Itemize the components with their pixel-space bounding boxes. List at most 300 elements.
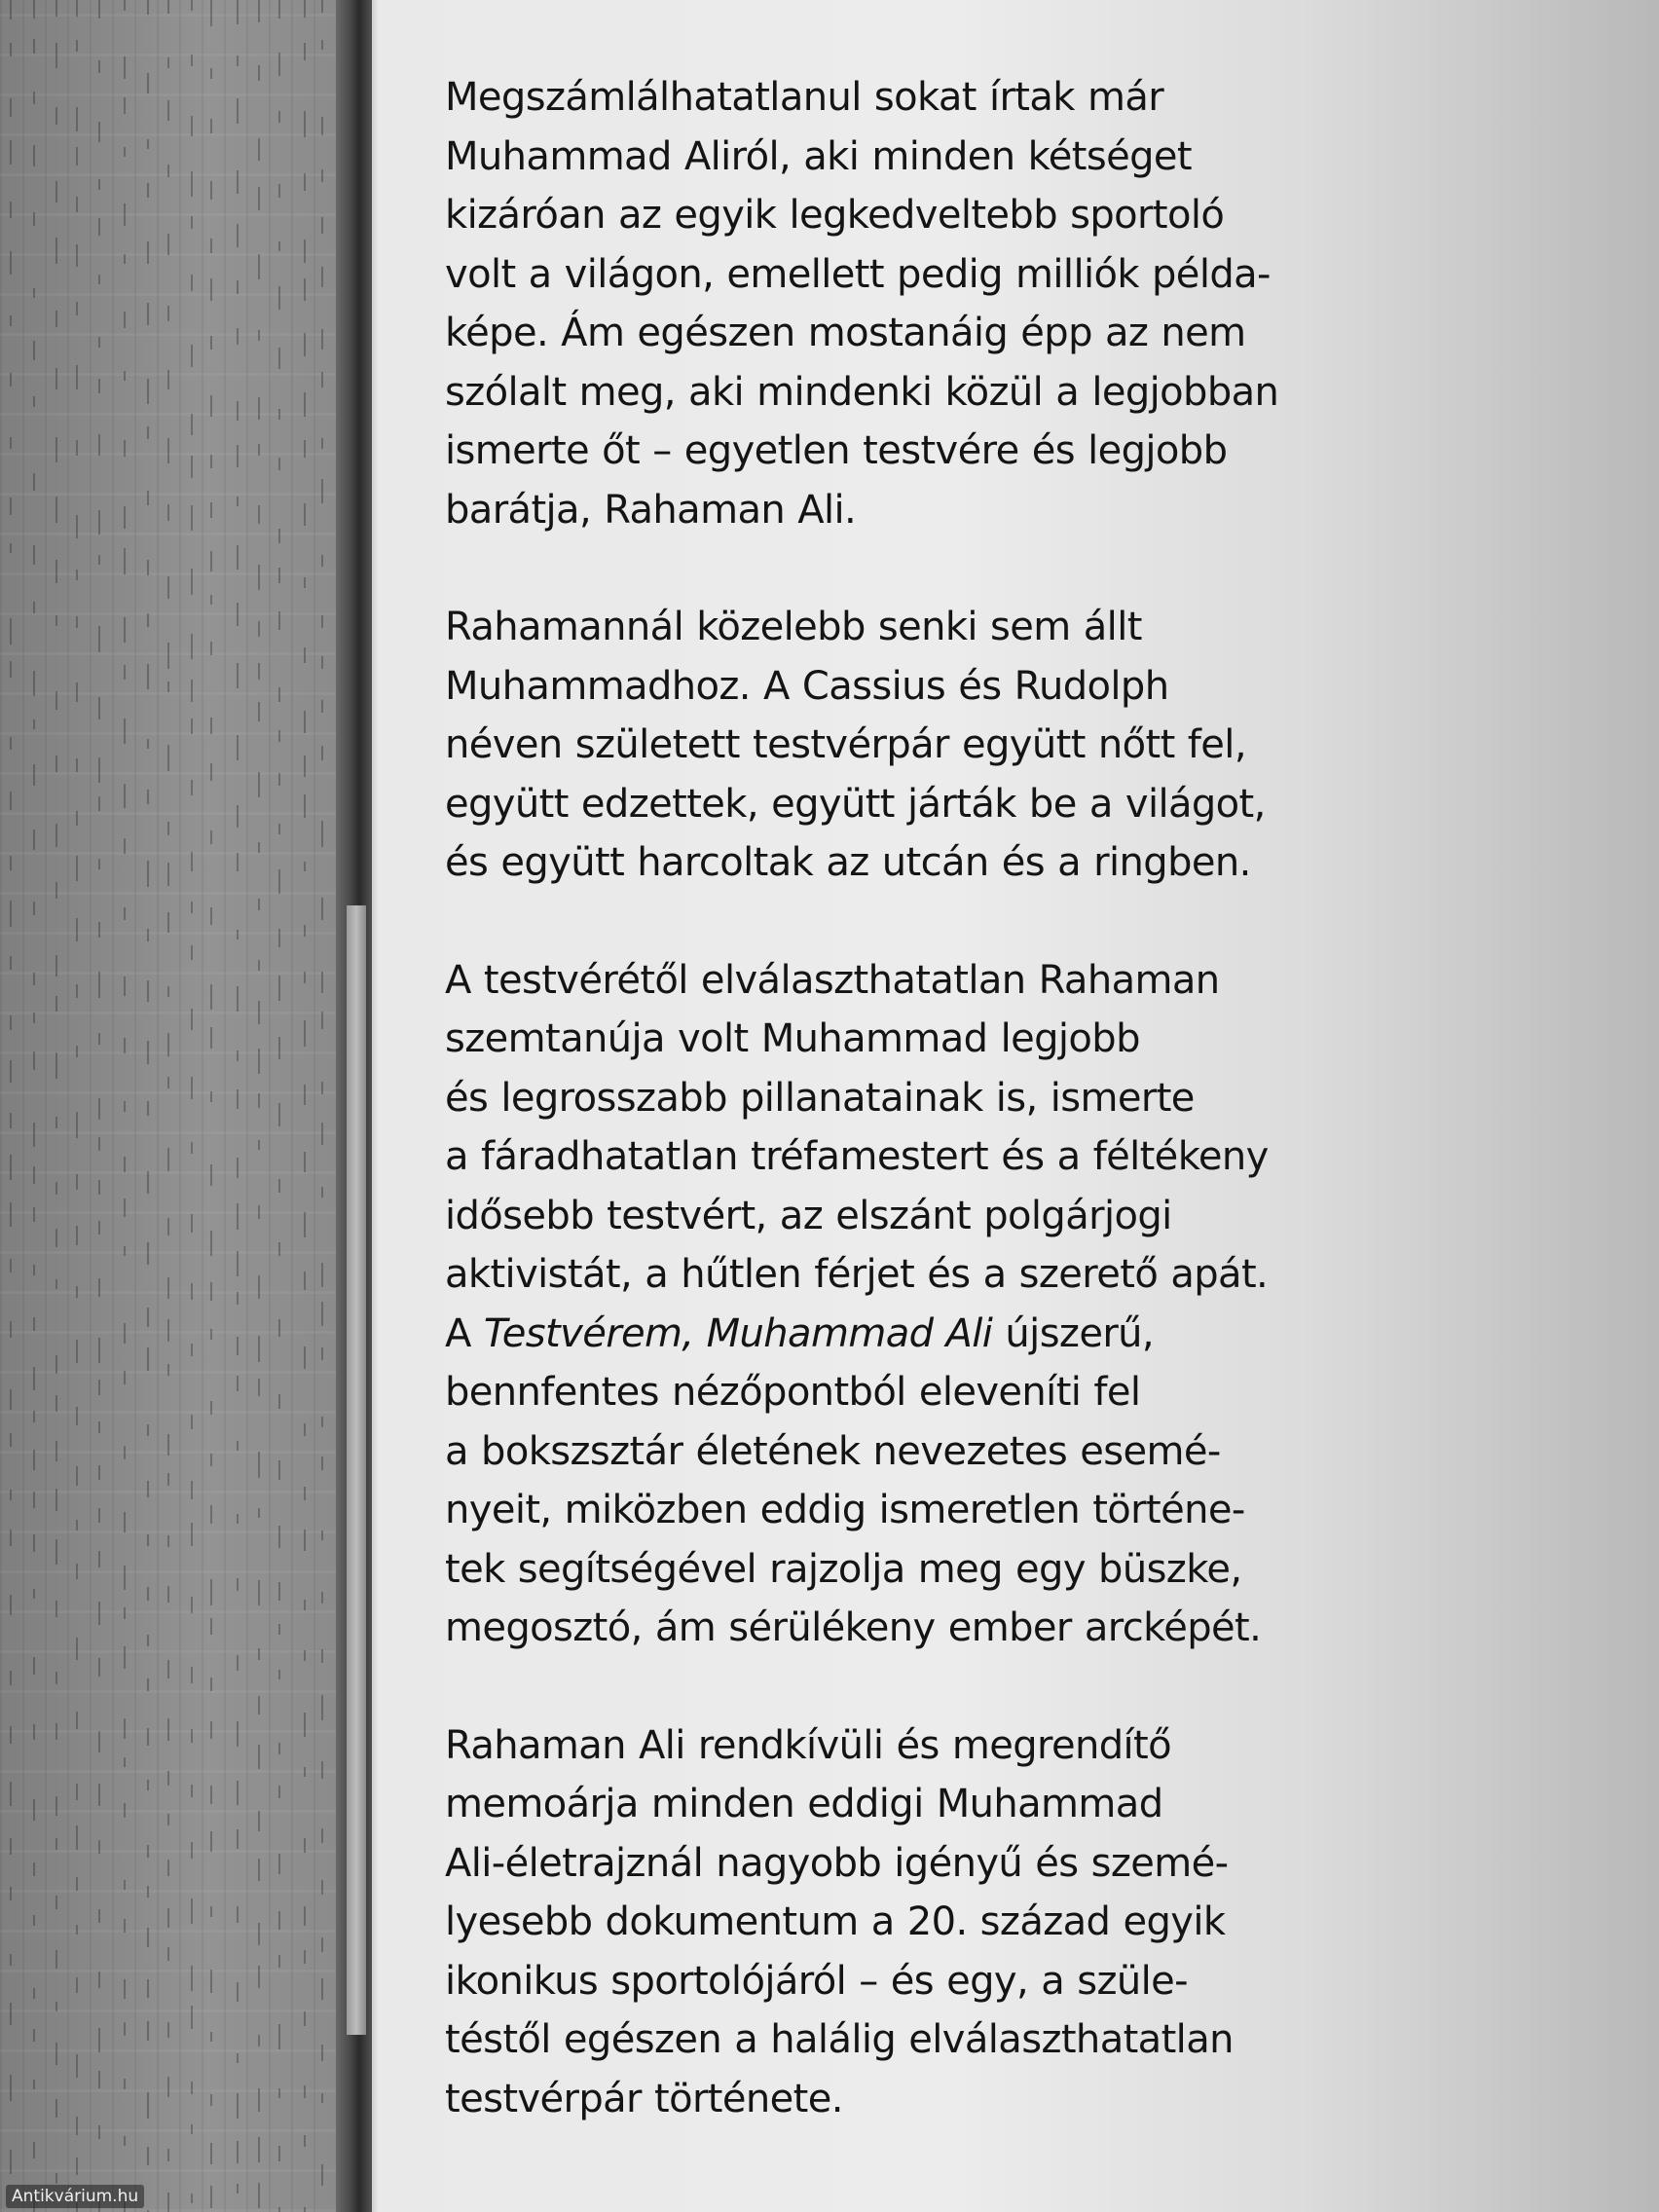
texture-dash [147, 929, 149, 941]
texture-dash [258, 1966, 260, 1988]
texture-dash [147, 2092, 149, 2119]
texture-dash [191, 1523, 193, 1546]
texture-dash [304, 925, 306, 937]
texture-dash [237, 1982, 239, 2002]
texture-dash [98, 626, 100, 652]
texture-dash [191, 1729, 193, 1743]
texture-dash [10, 1782, 12, 1806]
texture-dash [191, 55, 193, 66]
texture-dash [304, 2011, 306, 2026]
texture-dash [10, 2075, 12, 2101]
texture-dash [321, 1828, 323, 1843]
texture-dash [191, 505, 193, 531]
texture-dash [167, 1586, 169, 1603]
text-line: megosztó, ám sérülékeny ember arcképét. [445, 1605, 1262, 1650]
texture-dash [33, 2080, 35, 2089]
texture-dash [33, 1367, 35, 1390]
texture-dash [278, 1526, 280, 1548]
texture-dash [167, 1660, 169, 1678]
texture-dash [33, 1988, 35, 1999]
texture-dash [76, 244, 78, 267]
texture-dash [33, 288, 35, 298]
texture-dash [124, 440, 126, 457]
texture-dash [304, 647, 306, 663]
texture-dash [191, 1283, 193, 1300]
texture-dash [124, 1566, 126, 1590]
title-line-before: A [445, 1310, 484, 1356]
texture-dash [210, 68, 212, 79]
texture-dash [304, 1767, 306, 1777]
texture-dash [10, 1155, 12, 1180]
texture-dash [278, 1854, 280, 1874]
texture-dash [98, 1465, 100, 1480]
texture-dash [33, 602, 35, 613]
texture-dash [55, 311, 57, 327]
texture-dash [55, 824, 57, 847]
text-line: kizáróan az egyik legkedveltebb sportoló [445, 193, 1225, 238]
texture-dash [304, 1152, 306, 1172]
texture-dash [237, 0, 239, 24]
texture-dash [321, 217, 323, 234]
texture-dash [167, 57, 169, 68]
texture-dash [147, 1635, 149, 1646]
texture-dash [147, 613, 149, 627]
texture-dash [33, 1492, 35, 1508]
texture-dash [237, 445, 239, 467]
texture-dash [76, 856, 78, 881]
texture-dash [124, 1607, 126, 1619]
text-line: együtt edzettek, együtt járták be a világot, [445, 781, 1266, 827]
texture-dash [33, 39, 35, 54]
texture-dash [258, 138, 260, 161]
texture-dash [167, 234, 169, 255]
texture-dash [191, 275, 193, 291]
texture-dash [210, 1721, 212, 1739]
texture-dash [98, 1602, 100, 1625]
texture-dash [167, 370, 169, 389]
texture-dash [147, 1347, 149, 1371]
texture-dash [304, 1423, 306, 1436]
texture-dash [33, 1265, 35, 1275]
texture-dash [237, 1781, 239, 1805]
texture-dash [237, 401, 239, 421]
texture-dash [167, 912, 169, 933]
texture-dash [55, 1395, 57, 1412]
texture-dash [55, 882, 57, 899]
texture-dash [124, 312, 126, 328]
texture-dash [304, 1950, 306, 1964]
texture-dash [98, 1508, 100, 1523]
texture-dash [237, 55, 239, 66]
texture-dash [191, 852, 193, 871]
texture-dash [10, 140, 12, 165]
texture-dash [76, 1564, 78, 1579]
texture-dash [321, 1592, 323, 1604]
texture-dash [321, 479, 323, 503]
texture-dash [33, 1013, 35, 1023]
texture-dash [278, 241, 280, 251]
texture-dash [191, 2006, 193, 2029]
texture-dash [10, 373, 12, 387]
texture-dash [210, 763, 212, 781]
texture-dash [76, 1638, 78, 1660]
texture-dash [98, 697, 100, 719]
texture-dash [10, 43, 12, 56]
texture-dash [124, 1803, 126, 1818]
texture-dash [321, 1302, 323, 1326]
texture-dash [55, 2173, 57, 2184]
texture-dash [124, 1101, 126, 1112]
texture-dash [33, 212, 35, 226]
texture-dash [237, 1829, 239, 1849]
texture-dash [10, 1113, 12, 1128]
texture-dash [321, 1263, 323, 1287]
texture-dash [258, 444, 260, 456]
texture-dash [278, 730, 280, 742]
texture-dash [55, 107, 57, 125]
texture-dash [167, 682, 169, 692]
texture-dash [124, 56, 126, 79]
texture-dash [98, 218, 100, 236]
text-line: aktivistát, a hűtlen férjet és a szerető apát. [445, 1252, 1269, 1297]
texture-dash [147, 980, 149, 1002]
texture-dash [210, 2143, 212, 2164]
texture-dash [258, 2088, 260, 2112]
texture-dash [10, 1838, 12, 1855]
texture-dash [321, 1880, 323, 1895]
texture-dash [304, 1838, 306, 1853]
texture-dash [98, 1658, 100, 1677]
texture-dash [210, 830, 212, 844]
text-line: nyeit, miközben eddig ismeretlen történe- [445, 1488, 1245, 1532]
text-line-with-title [445, 1311, 1154, 1356]
texture-dash [210, 2032, 212, 2042]
texture-dash [55, 1441, 57, 1461]
texture-dash [321, 1695, 323, 1720]
texture-dash [191, 1009, 193, 1030]
texture-dash [237, 497, 239, 506]
texture-dash [278, 611, 280, 630]
texture-dash [237, 224, 239, 247]
page-edge [372, 0, 378, 2212]
texture-dash [124, 254, 126, 264]
texture-dash [304, 756, 306, 777]
texture-dash [210, 1231, 212, 1256]
texture-dash [10, 1060, 12, 1083]
texture-dash [278, 1582, 280, 1601]
texture-dash [258, 2035, 260, 2046]
texture-dash [167, 745, 169, 771]
texture-dash [98, 1551, 100, 1567]
texture-dash [124, 1198, 126, 1217]
texture-dash [147, 241, 149, 264]
texture-dash [33, 1915, 35, 1926]
texture-dash [147, 1886, 149, 1898]
texture-dash [98, 859, 100, 869]
texture-dash [147, 1979, 149, 1998]
texture-dash [321, 972, 323, 993]
texture-dash [10, 1389, 12, 1410]
texture-dash [304, 972, 306, 983]
texture-dash [278, 568, 280, 583]
texture-dash [237, 853, 239, 871]
texture-dash [210, 395, 212, 417]
texture-dash [10, 1490, 12, 1500]
texture-dash [76, 2054, 78, 2078]
texture-dash [321, 898, 323, 920]
text-line: bennfentes nézőpontból eleveníti fel [445, 1370, 1141, 1415]
texture-dash [76, 811, 78, 826]
texture-dash [237, 1203, 239, 1230]
texture-dash [304, 333, 306, 356]
texture-dash [167, 306, 169, 321]
texture-dash [321, 821, 323, 847]
texture-dash [10, 2003, 12, 2025]
texture-dash [124, 907, 126, 920]
texture-dash [76, 1520, 78, 1530]
texture-dash [147, 664, 149, 689]
texture-dash [191, 1785, 193, 1797]
texture-dash [147, 1481, 149, 1497]
texture-dash [55, 560, 57, 583]
texture-dash [98, 1421, 100, 1433]
texture-dash [76, 147, 78, 166]
texture-dash [191, 634, 193, 659]
texture-dash [278, 2024, 280, 2049]
texture-dash [304, 2085, 306, 2098]
text-line: volt a világon, emellett pedig milliók példa- [445, 251, 1271, 297]
texture-dash [55, 43, 57, 68]
text-line: testvérpár története. [445, 2076, 843, 2121]
texture-dash [237, 1441, 239, 1451]
texture-dash [167, 1473, 169, 1486]
texture-dash [237, 2093, 239, 2119]
texture-dash [167, 100, 169, 121]
texture-dash [10, 1015, 12, 1030]
texture-dash [278, 2207, 280, 2212]
texture-dash [98, 1840, 100, 1854]
texture-dash [76, 1226, 78, 1245]
texture-dash [237, 98, 239, 124]
texture-dash [98, 510, 100, 535]
texture-dash [278, 1394, 280, 1409]
texture-dash [76, 1784, 78, 1800]
texture-dash [278, 824, 280, 834]
paragraph-3 [445, 951, 1574, 1658]
texture-dash [191, 1597, 193, 1613]
texture-dash [10, 98, 12, 117]
texture-dash [258, 330, 260, 341]
texture-dash [147, 1101, 149, 1116]
texture-dash [278, 1624, 280, 1635]
texture-dash [124, 1979, 126, 1999]
texture-dash [33, 145, 35, 166]
texture-dash [10, 202, 12, 218]
texture-dash [258, 397, 260, 420]
texture-dash [278, 53, 280, 76]
texture-dash [10, 1887, 12, 1900]
texture-dash [98, 1909, 100, 1923]
texture-dash [210, 1505, 212, 1524]
texture-dash [33, 2142, 35, 2158]
texture-dash [258, 1696, 260, 1714]
texture-dash [147, 73, 149, 93]
texture-dash [321, 372, 323, 387]
texture-dash [33, 902, 35, 915]
texture-dash [124, 147, 126, 157]
text-line: szólalt meg, aki mindenki közül a legjobban [445, 369, 1279, 415]
texture-dash [55, 2043, 57, 2065]
texture-dash [124, 371, 126, 381]
texture-dash [304, 794, 306, 818]
texture-dash [33, 719, 35, 729]
texture-dash [258, 2183, 260, 2208]
texture-dash [278, 976, 280, 1001]
texture-dash [33, 396, 35, 407]
texture-dash [147, 1728, 149, 1746]
texture-dash [33, 1724, 35, 1740]
texture-dash [147, 183, 149, 198]
texture-dash [237, 1655, 239, 1671]
texture-dash [33, 0, 35, 18]
texture-dash [258, 1205, 260, 1219]
texture-dash [98, 1278, 100, 1297]
texture-dash [98, 337, 100, 348]
texture-dash [210, 907, 212, 925]
texture-dash [124, 1446, 126, 1459]
texture-dash [258, 254, 260, 279]
texture-dash [237, 1251, 239, 1276]
texture-dash [76, 302, 78, 315]
texture-dash [76, 1977, 78, 1993]
texture-dash [33, 2029, 35, 2042]
texture-dash [210, 1027, 212, 1049]
texture-dash [210, 642, 212, 655]
texture-dash [124, 548, 126, 574]
texture-dash [304, 862, 306, 871]
texture-dash [10, 1726, 12, 1744]
texture-dash [76, 682, 78, 702]
texture-dash [167, 1718, 169, 1741]
texture-dash [321, 746, 323, 760]
texture-dash [167, 1434, 169, 1456]
texture-dash [98, 275, 100, 284]
texture-dash [321, 1761, 323, 1779]
texture-dash [237, 280, 239, 294]
texture-dash [55, 181, 57, 203]
text-line: idősebb testvért, az elszánt polgárjogi [445, 1193, 1172, 1238]
texture-dash [33, 973, 35, 985]
texture-dash [147, 1171, 149, 1194]
texture-dash [76, 758, 78, 772]
texture-dash [237, 805, 239, 828]
texture-dash [10, 1954, 12, 1966]
texture-dash [237, 1906, 239, 1923]
texture-dash [147, 2021, 149, 2041]
texture-dash [321, 169, 323, 182]
texture-dash [258, 1093, 260, 1108]
texture-dash [76, 1466, 78, 1486]
texture-dash [124, 1880, 126, 1890]
texture-dash [55, 1489, 57, 1511]
text-line: Muhammadhoz. A Cassius és Rudolph [445, 663, 1169, 709]
texture-dash [55, 615, 57, 626]
texture-dash [98, 434, 100, 456]
texture-dash [33, 1207, 35, 1222]
text-line: Rahamannál közelebb senki sem állt [445, 605, 1142, 649]
texture-dash [304, 1085, 306, 1105]
texture-dash [55, 1672, 57, 1684]
texture-dash [191, 902, 193, 913]
texture-dash [76, 1046, 78, 1057]
texture-dash [167, 1077, 169, 1088]
texture-dash [124, 1246, 126, 1256]
texture-dash [147, 790, 149, 804]
texture-dash [147, 491, 149, 505]
texture-dash [33, 92, 35, 104]
texture-dash [304, 577, 306, 588]
texture-dash [55, 756, 57, 772]
texture-dash [304, 1600, 306, 1610]
texture-dash [33, 1411, 35, 1422]
texture-dash [33, 1862, 35, 1876]
texture-dash [124, 97, 126, 114]
texture-dash [210, 455, 212, 468]
texture-dash [191, 1481, 193, 1499]
texture-dash [304, 1346, 306, 1369]
texture-dash [304, 173, 306, 191]
texture-dash [167, 822, 169, 835]
texture-dash [55, 1279, 57, 1289]
text-line: és legrosszabb pillanatainak is, ismerte [445, 1075, 1195, 1121]
texture-dash [258, 1336, 260, 1362]
text-line: memoárja minden eddigi Muhammad [445, 1782, 1163, 1826]
texture-dash [147, 739, 149, 749]
texture-dash [167, 1947, 169, 1961]
texture-dash [124, 2136, 126, 2146]
texture-dash [237, 1578, 239, 1591]
texture-dash [124, 719, 126, 744]
texture-dash [191, 216, 193, 229]
texture-dash [278, 773, 280, 786]
texture-dash [55, 1601, 57, 1617]
texture-dash [210, 718, 212, 734]
texture-dash [237, 545, 239, 570]
texture-dash [76, 2157, 78, 2175]
texture-dash [278, 1743, 280, 1754]
paragraph-1 [445, 68, 1574, 539]
title-line-after: újszerű, [992, 1310, 1155, 1356]
text-line: a fáradhatatlan tréfamestert és a féltékeny [445, 1134, 1269, 1179]
texture-dash [210, 119, 212, 133]
texture-dash [98, 757, 100, 783]
texture-dash [278, 529, 280, 543]
texture-dash [278, 1955, 280, 1968]
texture-dash [167, 1148, 169, 1171]
texture-dash [321, 1649, 323, 1663]
texture-dash [167, 1771, 169, 1786]
texture-dash [33, 1450, 35, 1470]
texture-dash [191, 1142, 193, 1154]
texture-dash [278, 687, 280, 702]
book-title: Testvérem, Muhammad Ali [483, 1310, 993, 1356]
texture-dash [258, 899, 260, 910]
texture-dash [10, 1595, 12, 1615]
texture-dash [210, 551, 212, 571]
texture-dash [321, 555, 323, 567]
text-line: képe. Ám egészen mostanáig épp az nem [445, 311, 1246, 355]
texture-dash [10, 737, 12, 750]
